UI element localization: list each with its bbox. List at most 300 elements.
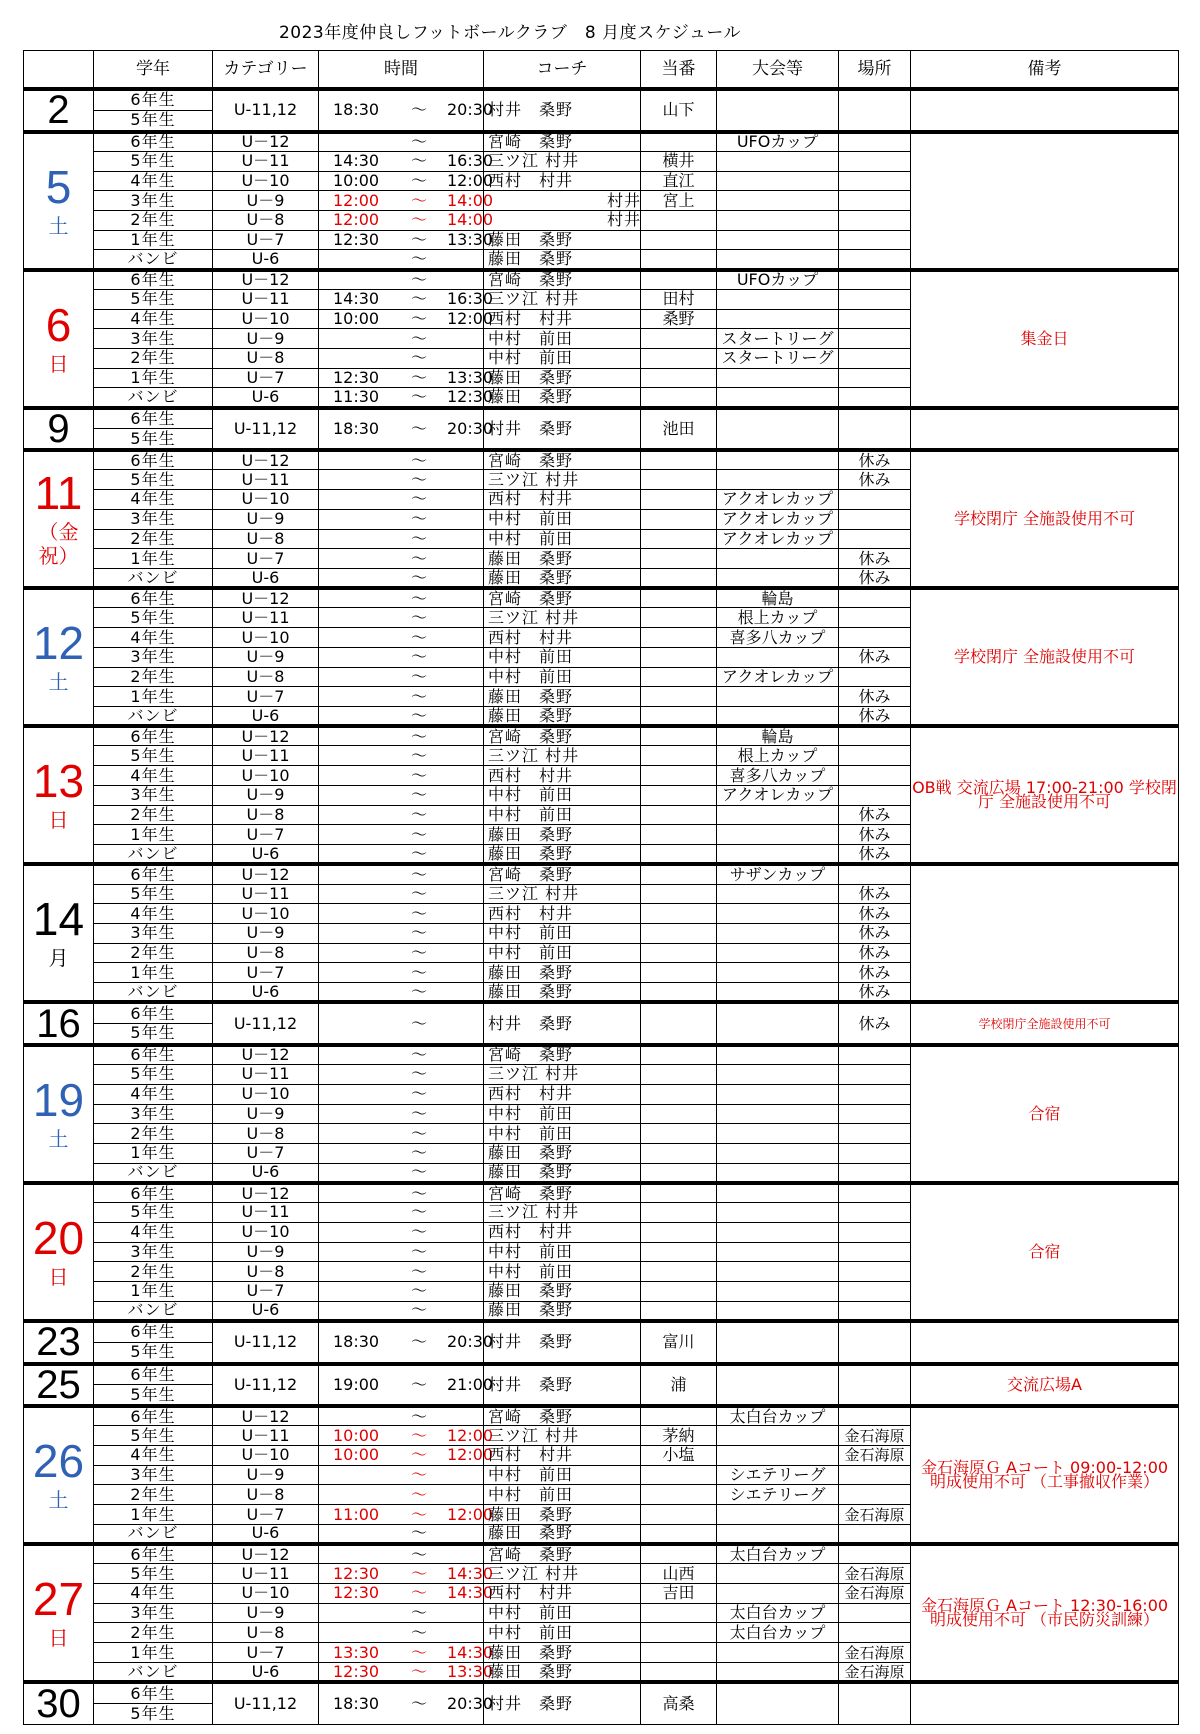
time-cell (319, 1445, 494, 1466)
duty-cell (641, 250, 717, 270)
day-block (24, 132, 1179, 270)
coach-cell: 宮崎 桑野 (484, 132, 641, 152)
grade-cell: 6年生 (94, 864, 213, 884)
coach-cell: 西村 村井 (484, 904, 641, 924)
category-cell: U-11,12 (213, 1002, 319, 1045)
header-place: 場所 (839, 51, 911, 90)
category-cell: U－12 (213, 132, 319, 152)
duty-cell (641, 963, 717, 983)
notes-cell (911, 408, 1179, 451)
category-cell: U-11,12 (213, 1321, 319, 1364)
coach-cell: 宮崎 桑野 (484, 1544, 641, 1564)
tilde: ～ (410, 1123, 427, 1143)
event-cell (717, 1163, 839, 1183)
duty-cell (641, 1104, 717, 1124)
time-cell (319, 608, 484, 628)
tilde: ～ (410, 1583, 427, 1603)
time-cell (319, 884, 484, 904)
coach-cell: 中村 前田 (484, 647, 641, 667)
tilde: ～ (410, 1642, 427, 1662)
place-cell (839, 1524, 911, 1544)
grade-cell: 5年生 (94, 1024, 213, 1045)
tilde: ～ (410, 567, 427, 587)
event-cell (717, 1282, 839, 1302)
event-cell (717, 191, 839, 211)
tilde: ～ (410, 450, 427, 470)
coach-cell: 中村 前田 (484, 1623, 641, 1643)
start-time: 12:00 (333, 190, 380, 210)
grade-cell: 5年生 (94, 884, 213, 904)
grade-cell: 4年生 (94, 1084, 213, 1104)
duty-cell (641, 1143, 717, 1163)
end-time: 14:00 (447, 190, 494, 210)
coach-cell: 藤田 桑野 (484, 983, 641, 1003)
place-cell (839, 151, 911, 171)
tilde: ～ (410, 1084, 427, 1104)
place-cell (839, 490, 911, 510)
place-cell (839, 1603, 911, 1623)
duty-cell (641, 1505, 717, 1525)
grade-cell: 5年生 (94, 429, 213, 450)
duty-cell (641, 450, 717, 470)
day-block (24, 864, 1179, 1002)
duty-cell (641, 845, 717, 865)
time-cell (319, 707, 484, 727)
duty-cell (641, 1222, 717, 1242)
event-cell (717, 707, 839, 727)
duty-cell: 山下 (641, 89, 717, 132)
day-number: 27 (32, 1573, 85, 1626)
tilde: ～ (410, 528, 427, 548)
end-time: 14:30 (447, 1583, 494, 1603)
event-cell (717, 1183, 839, 1203)
coach-cell: 三ツ江 村井 (484, 1065, 641, 1085)
category-cell: U－7 (213, 368, 319, 388)
grade-cell: 5年生 (94, 1426, 213, 1446)
weekday: 土 (48, 1488, 69, 1513)
tilde: ～ (410, 1563, 427, 1583)
tilde: ～ (410, 824, 427, 844)
category-cell: U－7 (213, 1143, 319, 1163)
notes-cell (911, 132, 1179, 270)
place-cell (839, 1301, 911, 1321)
event-cell (717, 309, 839, 329)
duty-cell (641, 1163, 717, 1183)
notes-cell (911, 864, 1179, 1002)
tilde: ～ (410, 548, 427, 568)
coach-cell: 藤田 桑野 (484, 1143, 641, 1163)
table-row (24, 1045, 1179, 1065)
start-time: 11:30 (333, 387, 380, 407)
tilde: ～ (410, 962, 427, 982)
category-cell: U－7 (213, 687, 319, 707)
tilde: ～ (410, 248, 427, 268)
tilde: ～ (410, 785, 427, 805)
category-cell: U－11 (213, 1203, 319, 1223)
duty-cell (641, 667, 717, 687)
grade-cell: 3年生 (94, 329, 213, 349)
event-cell (717, 1643, 839, 1663)
time-cell (319, 450, 484, 470)
event-cell (717, 943, 839, 963)
coach-cell: 宮崎 桑野 (484, 588, 641, 608)
time-cell (319, 470, 484, 490)
coach-cell: 中村 前田 (484, 1124, 641, 1144)
category-cell: U-11,12 (213, 408, 319, 451)
grade-cell: 4年生 (94, 171, 213, 191)
place-cell (839, 1282, 911, 1302)
grade-cell: 5年生 (94, 1385, 213, 1406)
day-block (24, 1682, 1179, 1725)
place-cell (839, 329, 911, 349)
coach-cell: 藤田 桑野 (484, 230, 641, 250)
tilde: ～ (410, 981, 427, 1001)
coach-cell: 西村 村井 (484, 1084, 641, 1104)
end-time: 20:30 (447, 1332, 494, 1352)
category-cell: U－7 (213, 1282, 319, 1302)
grade-cell: 3年生 (94, 1242, 213, 1262)
day-number: 14 (32, 893, 85, 946)
start-time: 12:30 (333, 1563, 380, 1583)
day-block (24, 1364, 1179, 1407)
coach-cell: 藤田 桑野 (484, 1524, 641, 1544)
grade-cell: 5年生 (94, 608, 213, 628)
duty-cell (641, 1282, 717, 1302)
table-row (24, 1364, 1179, 1385)
tilde: ～ (410, 210, 427, 230)
coach-cell: 西村 村井 (484, 490, 641, 510)
time-cell (319, 308, 494, 329)
duty-cell (641, 1406, 717, 1426)
coach-cell: 中村 前田 (484, 1262, 641, 1282)
time-cell (319, 289, 494, 309)
notes-cell: 合宿 (911, 1045, 1179, 1183)
time-cell (319, 923, 484, 943)
event-cell (717, 1045, 839, 1065)
duty-cell (641, 1203, 717, 1223)
grade-cell: 5年生 (94, 746, 213, 766)
time-cell (319, 1485, 484, 1505)
place-cell: 金石海原 (839, 1564, 911, 1584)
place-cell: 休み (839, 983, 911, 1003)
event-cell (717, 963, 839, 983)
duty-cell (641, 270, 717, 290)
duty-cell (641, 943, 717, 963)
tilde: ～ (410, 943, 427, 963)
grade-cell: バンビ (94, 1163, 213, 1183)
end-time: 14:30 (447, 1642, 494, 1662)
grade-cell: 2年生 (94, 667, 213, 687)
day-cell (24, 1045, 94, 1183)
time-cell (319, 1642, 494, 1663)
time-cell (319, 549, 484, 569)
day-number: 23 (36, 1320, 81, 1365)
place-cell (839, 1242, 911, 1262)
time-cell (319, 368, 494, 388)
place-cell (839, 171, 911, 191)
duty-cell (641, 608, 717, 628)
coach-cell: 三ツ江 村井 (484, 1426, 641, 1446)
end-time: 14:00 (447, 210, 494, 230)
time-cell (319, 1124, 484, 1144)
grade-cell: 6年生 (94, 1002, 213, 1023)
coach-cell: 藤田 桑野 (484, 368, 641, 388)
place-cell (839, 1104, 911, 1124)
grade-cell: 6年生 (94, 1682, 213, 1703)
grade-cell: 1年生 (94, 963, 213, 983)
tilde: ～ (410, 1603, 427, 1623)
weekday: 日 (48, 1626, 69, 1651)
day-number: 25 (36, 1362, 81, 1407)
duty-cell (641, 509, 717, 529)
event-cell (717, 1143, 839, 1163)
time-cell (319, 1002, 484, 1045)
event-cell: サザンカップ (717, 864, 839, 884)
coach-cell: 中村 前田 (484, 1104, 641, 1124)
tilde: ～ (410, 1622, 427, 1642)
day-number: 11 (34, 467, 83, 520)
coach-cell: 三ツ江 村井 (484, 1564, 641, 1584)
day-cell (24, 89, 94, 132)
duty-cell (641, 687, 717, 707)
category-cell: U－12 (213, 1544, 319, 1564)
coach-cell: 村井 桑野 (484, 1321, 641, 1364)
category-cell: U－9 (213, 1603, 319, 1623)
event-cell (717, 1364, 839, 1407)
coach-cell: 宮崎 桑野 (484, 450, 641, 470)
category-cell: U－12 (213, 270, 319, 290)
tilde: ～ (410, 666, 427, 686)
end-time: 13:30 (447, 1661, 494, 1681)
place-cell (839, 289, 911, 309)
table-row (24, 89, 1179, 110)
event-cell: 喜多八カップ (717, 766, 839, 786)
category-cell: U－10 (213, 1222, 319, 1242)
end-time: 20:30 (447, 100, 494, 120)
tilde: ～ (410, 588, 427, 608)
coach-cell: 中村 前田 (484, 923, 641, 943)
grade-cell: 1年生 (94, 687, 213, 707)
category-cell: U－11 (213, 746, 319, 766)
time-cell (319, 904, 484, 924)
tilde: ～ (410, 1281, 427, 1301)
event-cell (717, 1222, 839, 1242)
grade-cell: 6年生 (94, 1544, 213, 1564)
duty-cell: 高桑 (641, 1682, 717, 1725)
header-duty: 当番 (641, 51, 717, 90)
grade-cell: 5年生 (94, 1564, 213, 1584)
grade-cell: 6年生 (94, 450, 213, 470)
category-cell: U-6 (213, 250, 319, 270)
duty-cell (641, 1643, 717, 1663)
day-cell (24, 132, 94, 270)
coach-cell: 西村 村井 (484, 766, 641, 786)
grade-cell: 3年生 (94, 509, 213, 529)
header-category: カテゴリー (213, 51, 319, 90)
tilde: ～ (410, 883, 427, 903)
tilde: ～ (410, 1694, 427, 1714)
time-cell (319, 983, 484, 1003)
table-row (24, 588, 1179, 608)
event-cell: スタートリーグ (717, 348, 839, 368)
event-cell (717, 1124, 839, 1144)
time-cell (319, 1163, 484, 1183)
start-time: 10:00 (333, 1425, 380, 1445)
tilde: ～ (410, 1300, 427, 1320)
grade-cell: バンビ (94, 707, 213, 727)
tilde: ～ (410, 190, 427, 210)
category-cell: U-6 (213, 1524, 319, 1544)
end-time: 14:30 (447, 1563, 494, 1583)
place-cell (839, 1045, 911, 1065)
table-row (24, 408, 1179, 429)
duty-cell (641, 210, 717, 230)
tilde: ～ (410, 726, 427, 746)
tilde: ～ (410, 289, 427, 309)
coach-cell: 藤田 桑野 (484, 569, 641, 589)
weekday: 日 (48, 351, 69, 376)
place-cell (839, 1364, 911, 1407)
category-cell: U－9 (213, 329, 319, 349)
coach-cell: 中村 前田 (484, 805, 641, 825)
duty-cell: 富川 (641, 1321, 717, 1364)
tilde: ～ (410, 1406, 427, 1426)
duty-cell (641, 132, 717, 152)
time-cell (319, 647, 484, 667)
category-cell: U－11 (213, 289, 319, 309)
coach-cell: 藤田 桑野 (484, 825, 641, 845)
notes-cell (911, 89, 1179, 132)
grade-cell: 6年生 (94, 1406, 213, 1426)
place-cell (839, 628, 911, 648)
category-cell: U－9 (213, 1104, 319, 1124)
coach-cell: 三ツ江 村井 (484, 470, 641, 490)
grade-cell: 4年生 (94, 1446, 213, 1466)
event-cell (717, 805, 839, 825)
grade-cell: 4年生 (94, 490, 213, 510)
grade-cell: 1年生 (94, 825, 213, 845)
grade-cell: 5年生 (94, 110, 213, 131)
time-cell (319, 1321, 494, 1364)
coach-cell: 西村 村井 (484, 1584, 641, 1604)
grade-cell: 6年生 (94, 270, 213, 290)
time-cell (319, 1465, 484, 1485)
category-cell: U-6 (213, 1163, 319, 1183)
tilde: ～ (410, 923, 427, 943)
grade-cell: 2年生 (94, 210, 213, 230)
tilde: ～ (410, 132, 427, 152)
table-row (24, 270, 1179, 290)
grade-cell: 3年生 (94, 1104, 213, 1124)
notes-cell: 金石海原Ｇ Aコート 12:30-16:00 明成使用不可 （市民防災訓練） (911, 1544, 1179, 1682)
place-cell (839, 1084, 911, 1104)
duty-cell: 田村 (641, 289, 717, 309)
tilde: ～ (410, 1661, 427, 1681)
start-time: 18:30 (333, 1694, 380, 1714)
grade-cell: 3年生 (94, 647, 213, 667)
time-cell (319, 943, 484, 963)
event-cell (717, 250, 839, 270)
category-cell: U－9 (213, 191, 319, 211)
time-cell (319, 132, 484, 152)
place-cell (839, 89, 911, 132)
coach-cell: 中村 前田 (484, 509, 641, 529)
start-time: 12:30 (333, 1583, 380, 1603)
time-cell (319, 1563, 494, 1584)
grade-cell: 1年生 (94, 1143, 213, 1163)
category-cell: U－8 (213, 210, 319, 230)
category-cell: U－10 (213, 1446, 319, 1466)
start-time: 18:30 (333, 418, 380, 438)
place-cell (839, 388, 911, 408)
tilde: ～ (410, 1183, 427, 1203)
time-cell (319, 766, 484, 786)
tilde: ～ (410, 1332, 427, 1352)
place-cell (839, 1262, 911, 1282)
event-cell (717, 845, 839, 865)
place-cell: 休み (839, 943, 911, 963)
category-cell: U－10 (213, 1584, 319, 1604)
notes-cell: 学校閉庁全施設使用不可 (911, 1002, 1179, 1045)
place-cell (839, 667, 911, 687)
duty-cell (641, 785, 717, 805)
tilde: ～ (410, 1504, 427, 1524)
tilde: ～ (410, 1103, 427, 1123)
time-cell (319, 746, 484, 766)
grade-cell: 1年生 (94, 1643, 213, 1663)
duty-cell (641, 490, 717, 510)
time-cell (319, 1065, 484, 1085)
tilde: ～ (410, 647, 427, 667)
time-cell (319, 569, 484, 589)
place-cell (839, 210, 911, 230)
start-time: 12:30 (333, 1661, 380, 1681)
grade-cell: 2年生 (94, 529, 213, 549)
event-cell (717, 549, 839, 569)
grade-cell: バンビ (94, 983, 213, 1003)
place-cell: 休み (839, 569, 911, 589)
coach-cell: 三ツ江 村井 (484, 608, 641, 628)
tilde: ～ (410, 705, 427, 725)
coach-cell: 三ツ江 村井 (484, 289, 641, 309)
place-cell (839, 766, 911, 786)
category-cell: U－7 (213, 549, 319, 569)
weekday: 土 (48, 213, 69, 238)
time-cell (319, 408, 494, 451)
time-cell (319, 805, 484, 825)
grade-cell: 5年生 (94, 1203, 213, 1223)
time-cell (319, 210, 494, 230)
place-cell (839, 1682, 911, 1725)
place-cell (839, 1163, 911, 1183)
duty-cell (641, 923, 717, 943)
coach-cell: 村井 桑野 (484, 1002, 641, 1045)
tilde: ～ (410, 864, 427, 884)
start-time: 12:30 (333, 230, 380, 250)
event-cell: 太白台カップ (717, 1623, 839, 1643)
place-cell (839, 1222, 911, 1242)
coach-cell: 宮崎 桑野 (484, 1183, 641, 1203)
event-cell (717, 151, 839, 171)
tilde: ～ (410, 745, 427, 765)
tilde: ～ (410, 1445, 427, 1465)
notes-cell (911, 1321, 1179, 1364)
grade-cell: 1年生 (94, 1282, 213, 1302)
tilde: ～ (410, 765, 427, 785)
category-cell: U－11 (213, 1426, 319, 1446)
event-cell (717, 884, 839, 904)
table-row (24, 1406, 1179, 1426)
